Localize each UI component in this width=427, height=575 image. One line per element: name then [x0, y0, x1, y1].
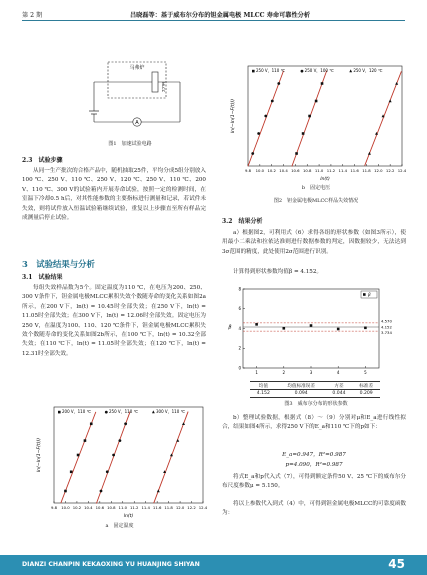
- footer-journal: DIANZI CHANPIN KEKAOXING YU HUANJING SHIYAN: [22, 561, 200, 568]
- y-tick-label: 6: [238, 306, 241, 312]
- x-tick-label: 11.4: [338, 168, 348, 173]
- legend-marker: [152, 410, 155, 413]
- fit-line: [248, 71, 284, 166]
- data-point: [176, 439, 179, 442]
- x-tick-label: 12.2: [187, 505, 196, 510]
- formula-p: p=4.090，R²=0.987: [285, 462, 343, 468]
- data-point: [277, 82, 280, 85]
- fit-line: [292, 70, 327, 166]
- data-point: [310, 324, 313, 327]
- sample-box: [152, 72, 158, 92]
- y-axis-label: ln(−ln(1−F(t))): [37, 437, 42, 473]
- section-3-2b-text: b）整理试验数据，根据式（8）～（9）分别对μ和E_a进行线性拟合，结果如图4所示，求得250 V下的E_a和110 ℃下的p如下：: [222, 415, 406, 431]
- x-tick-label: 9.8: [244, 168, 252, 173]
- table-cell: 0.044: [326, 390, 353, 398]
- legend-marker: [58, 411, 61, 414]
- legend-entry: 250 V，100 ℃: [304, 68, 334, 73]
- section-3-2-text: a）根据图2，可利用式（6）求得各组的形状参数（如图3所示），使用最小二乘法和拉依达准则进行数据参数的判定，因数据较少，无法达到3σ范围的精度，此处使用2σ范围进行识别。: [222, 230, 406, 255]
- fit-line: [96, 411, 130, 503]
- header-rule: [22, 20, 405, 21]
- data-point: [257, 132, 260, 135]
- data-point: [106, 470, 109, 473]
- data-point: [283, 327, 286, 330]
- x-tick-label: 10.2: [72, 505, 82, 510]
- x-tick-label: 11.0: [118, 505, 128, 510]
- section-3-title: 3 试验结果与分析: [22, 259, 95, 269]
- table-cell: 0.094: [277, 390, 326, 398]
- table-header-cell: 方差: [326, 382, 353, 390]
- sample-label: MLCC: [161, 82, 165, 93]
- data-point: [77, 454, 80, 457]
- fig3-stats-table: [250, 381, 380, 398]
- x-tick-label: 2: [282, 370, 286, 375]
- x-tick-label: 11.8: [164, 505, 173, 510]
- x-tick-label: 5: [364, 370, 367, 375]
- x-tick-label: 12.2: [385, 168, 395, 173]
- section-3-2b-text3: 将以上参数代入到式（4）中，可得到钽金属电极MLCC的可靠度函数为：: [222, 501, 406, 517]
- data-point: [368, 152, 371, 155]
- x-tick-label: 9.8: [50, 505, 58, 510]
- reference-label: 4.570: [381, 318, 392, 324]
- ammeter-label: A: [135, 120, 139, 126]
- circuit-diagram: [80, 56, 200, 138]
- data-point: [295, 152, 298, 155]
- data-point: [308, 115, 311, 118]
- x-tick-label: 11.0: [314, 168, 324, 173]
- running-title: 吕晓磊等：基于威布尔分布的钽金属电极 MLCC 寿命可靠性分析: [130, 12, 311, 19]
- data-point: [395, 82, 398, 85]
- x-tick-label: 11.6: [350, 168, 359, 173]
- fig2a-chart: [32, 403, 207, 519]
- x-tick-label: 10.4: [279, 168, 288, 173]
- table-header-cell: 均值: [250, 382, 277, 390]
- section-3-2-title: 3.2 结果分析: [222, 218, 263, 225]
- x-tick-label: 12.0: [374, 168, 383, 173]
- data-point: [302, 132, 305, 135]
- legend-marker: [252, 70, 255, 73]
- data-point: [70, 471, 73, 474]
- reference-label: 4.152: [381, 324, 392, 330]
- x-tick-label: 3: [309, 370, 313, 375]
- x-tick-label: 4: [336, 370, 340, 375]
- x-tick-label: 10.0: [61, 505, 70, 510]
- data-point: [255, 323, 258, 326]
- data-point: [264, 115, 267, 118]
- x-tick-label: 11.4: [141, 505, 150, 510]
- legend-entry: 200 V，110 ℃: [62, 409, 92, 414]
- fig1-caption: 图1 加速试验电路: [108, 141, 152, 147]
- y-tick-label: 0: [238, 365, 241, 371]
- data-point: [64, 490, 67, 493]
- x-tick-label: 10.0: [255, 168, 265, 173]
- legend-entry: 300 V，110 ℃: [156, 409, 186, 414]
- section-2-3-text: 从同一生产批次的合格产品中，随机抽取25件，平均分成5组分别放入100 ℃、250 V、110 ℃、250 V、120 ℃、250 V、110 ℃、200 V、110 ℃、300 V的试验箱内开展寿命试验，按照一定的检测时间，在室温下冷却0.5 h后，对其性能参数的主要指标进行测量和记录，若试件未失效，则将试件放入恒温试验箱继续试验，重复以上步骤直至所有样品完成测量后停止试验。: [22, 168, 206, 222]
- section-3-2b-text2: 将式E_a和p代入式（7），可得到额定条件50 V、25 ℃下的威布尔分布尺度参数μ = 5.150。: [222, 474, 406, 490]
- data-point: [315, 100, 318, 103]
- legend-marker: [363, 293, 366, 296]
- x-axis-label: ln(t): [320, 177, 330, 182]
- plot-frame: [248, 66, 402, 166]
- x-tick-label: 10.2: [267, 168, 276, 173]
- legend-entry: β: [368, 292, 371, 297]
- legend-entry: 250 V，110 ℃: [109, 409, 139, 414]
- data-point: [90, 423, 93, 426]
- section-3-1-text: 每组失效样品数为5个。固定温度为110 ℃，在电压为200、250、300 V条件下，钽金属电极MLCC累积失效个数随寿命的变化关系如图2a所示，在200 V下，ln(t) = 10.45时全部失效；在250 V下，ln(t) = 11.05时全部失效；在300 V下，ln(t) = 12.06时全部失效。固定电压为250 V，在温度为100、110、120 ℃条件下，钽金属电极MLCC累积失效个数随寿命的变化关系如图2b所示，在100 ℃下，ln(t) = 10.32全部失效；在110 ℃下，ln(t) = 11.05时全部失效；在120 ℃下，ln(t) = 12.31时全部失效。: [22, 285, 206, 357]
- plot-frame: [54, 407, 203, 503]
- x-tick-label: 12.4: [397, 168, 406, 173]
- x-tick-label: 12.0: [175, 505, 185, 510]
- fig2-caption: 图2 钽金属电极MLCC样品失效情况: [273, 198, 359, 204]
- fig2b-chart: [226, 62, 406, 182]
- x-tick-label: 10.6: [291, 168, 300, 173]
- x-tick-label: 11.2: [326, 168, 336, 173]
- legend-entry: 250 V，110 ℃: [256, 68, 286, 73]
- y-tick-label: 8: [238, 286, 241, 292]
- data-point: [271, 100, 274, 103]
- x-tick-label: 11.8: [362, 168, 371, 173]
- table-cell: 0.209: [352, 390, 380, 398]
- x-tick-label: 10.8: [107, 505, 116, 510]
- x-axis-label: ln(t): [123, 514, 134, 519]
- data-point: [364, 327, 367, 330]
- data-point: [182, 422, 185, 425]
- data-point: [84, 439, 87, 442]
- page-number: 45: [388, 557, 405, 571]
- fig3-caption: 图3 威布尔分布的形状参数: [284, 401, 348, 407]
- data-point: [119, 439, 122, 442]
- legend-marker: [301, 70, 304, 73]
- x-tick-label: 10.6: [95, 505, 105, 510]
- footer-bar: [0, 555, 427, 575]
- data-point: [321, 82, 324, 85]
- x-tick-label: 1: [255, 370, 258, 375]
- table-row: [250, 390, 380, 398]
- x-tick-label: 11.6: [152, 505, 162, 510]
- x-tick-label: 10.8: [302, 168, 312, 173]
- x-tick-label: 10.4: [84, 505, 93, 510]
- fig3-chart: [225, 284, 405, 380]
- x-tick-label: 11.2: [129, 505, 139, 510]
- table-header-cell: 标准差: [352, 382, 380, 390]
- oven-label: 马弗炉: [129, 65, 145, 71]
- data-point: [251, 152, 254, 155]
- issue-number: 第 2 期: [22, 12, 43, 19]
- data-point: [112, 454, 115, 457]
- y-tick-label: 4: [238, 325, 241, 331]
- fig2b-subcaption: b 固定电压: [301, 185, 331, 191]
- data-point: [337, 328, 340, 331]
- plot-frame: [243, 289, 379, 368]
- legend-marker: [349, 69, 352, 72]
- beta-mean-text: 计算得到形状参数均值β = 4.152。: [233, 269, 323, 275]
- x-tick-label: 12.4: [198, 505, 207, 510]
- y-axis-label: β: [228, 324, 232, 331]
- table-header-row: [250, 382, 380, 390]
- data-point: [389, 99, 392, 102]
- data-point: [124, 422, 127, 425]
- legend-marker: [105, 411, 108, 414]
- section-3-1-title: 3.1 试验结果: [22, 274, 63, 281]
- y-tick-label: 2: [238, 345, 241, 351]
- legend-entry: 250 V，120 ℃: [353, 68, 383, 73]
- fit-line: [154, 412, 188, 504]
- fig2a-caption: a 固定温度: [105, 523, 134, 529]
- data-point: [157, 489, 160, 492]
- data-point: [100, 490, 103, 493]
- fit-line: [365, 71, 402, 165]
- reference-label: 3.734: [381, 330, 392, 336]
- table-header-cell: 均值标准误差: [277, 382, 326, 390]
- y-axis-label: ln(−ln(1−F(t))): [231, 98, 236, 134]
- formula-ea: E_a=0.947，R²=0.987: [282, 452, 346, 458]
- section-2-3-title: 2.3 试验步骤: [22, 157, 63, 164]
- fit-line: [61, 412, 96, 503]
- table-cell: 4.152: [250, 390, 277, 398]
